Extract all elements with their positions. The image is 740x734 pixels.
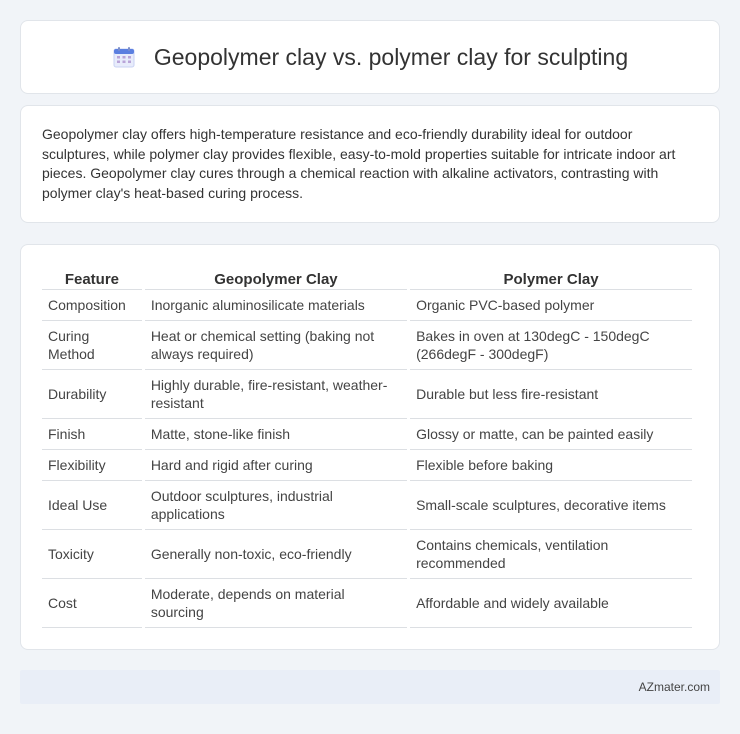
description-text: Geopolymer clay offers high-temperature resistance and eco-friendly durability ideal for outdoor sculptures, while polymer clay provides flexible, easy-to-mold properties suitable for intricate indoor art pieces. Geopolymer clay cures through a chemical reaction with alkaline activators, contrasting with polymer clay's heat-based curing process. (42, 126, 676, 201)
table-header-row (42, 263, 692, 290)
geopolymer-cell: Heat or chemical setting (baking not always required) (145, 321, 407, 370)
comparison-table (39, 263, 695, 628)
table-row (42, 481, 692, 530)
feature-cell: Flexibility (42, 450, 142, 481)
geopolymer-cell: Moderate, depends on material sourcing (145, 579, 407, 628)
table-row (42, 290, 692, 321)
feature-cell: Curing Method (42, 321, 142, 370)
description-card (20, 105, 720, 223)
polymer-cell: Durable but less fire-resistant (410, 370, 692, 419)
feature-cell: Cost (42, 579, 142, 628)
feature-cell: Composition (42, 290, 142, 321)
table-row (42, 419, 692, 450)
footer (20, 670, 720, 704)
comparison-table-card (20, 244, 720, 650)
polymer-cell: Organic PVC-based polymer (410, 290, 692, 321)
feature-cell: Durability (42, 370, 142, 419)
table-row (42, 321, 692, 370)
polymer-cell: Flexible before baking (410, 450, 692, 481)
page-title: Geopolymer clay vs. polymer clay for sculpting (153, 43, 629, 70)
table-row (42, 450, 692, 481)
calendar-icon (112, 45, 136, 69)
header-geopolymer: Geopolymer Clay (145, 263, 407, 290)
footer-brand[interactable]: AZmater.com (638, 680, 710, 694)
geopolymer-cell: Outdoor sculptures, industrial applications (145, 481, 407, 530)
table-row (42, 579, 692, 628)
polymer-cell: Glossy or matte, can be painted easily (410, 419, 692, 450)
geopolymer-cell: Generally non-toxic, eco-friendly (145, 530, 407, 579)
polymer-cell: Affordable and widely available (410, 579, 692, 628)
geopolymer-cell: Inorganic aluminosilicate materials (145, 290, 407, 321)
table-row (42, 530, 692, 579)
feature-cell: Ideal Use (42, 481, 142, 530)
header-polymer: Polymer Clay (410, 263, 692, 290)
geopolymer-cell: Hard and rigid after curing (145, 450, 407, 481)
header-feature: Feature (42, 263, 142, 290)
table-row (42, 370, 692, 419)
title-card (20, 20, 720, 94)
geopolymer-cell: Matte, stone-like finish (145, 419, 407, 450)
polymer-cell: Contains chemicals, ventilation recommended (410, 530, 692, 579)
geopolymer-cell: Highly durable, fire-resistant, weather-resistant (145, 370, 407, 419)
feature-cell: Toxicity (42, 530, 142, 579)
polymer-cell: Small-scale sculptures, decorative items (410, 481, 692, 530)
feature-cell: Finish (42, 419, 142, 450)
polymer-cell: Bakes in oven at 130degC - 150degC (266degF - 300degF) (410, 321, 692, 370)
